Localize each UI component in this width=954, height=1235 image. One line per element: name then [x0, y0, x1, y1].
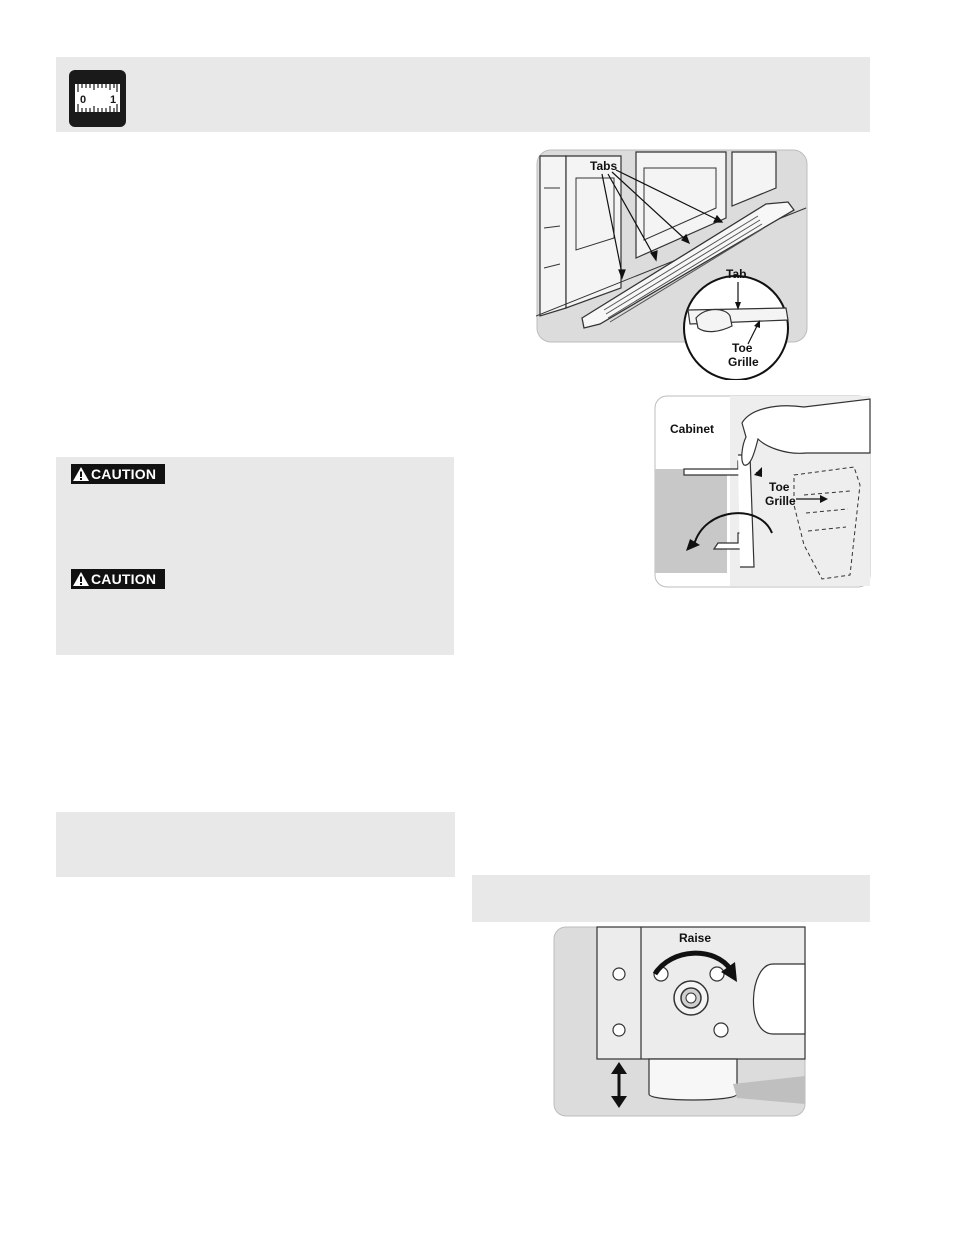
note-box — [472, 875, 870, 922]
warning-triangle-icon — [71, 569, 91, 589]
leveling-figure — [553, 926, 806, 1117]
toe-grille-removal-figure — [536, 148, 808, 380]
toe-grille-cabinet-figure — [654, 395, 871, 588]
section-header-band — [56, 57, 870, 132]
label-toe: Toe — [732, 341, 753, 355]
label-grille: Grille — [728, 355, 759, 369]
ruler-label-zero: 0 — [80, 94, 87, 106]
label-tabs: Tabs — [590, 159, 618, 173]
label-raise: Raise — [679, 931, 712, 945]
caution-label: CAUTION — [91, 466, 157, 482]
caution-badge — [71, 464, 165, 484]
warning-triangle-icon — [71, 464, 91, 484]
caution-label: CAUTION — [91, 571, 157, 587]
caution-box — [56, 457, 454, 655]
ruler-label-one: 1 — [110, 94, 117, 106]
label-tab: Tab — [726, 267, 747, 281]
note-box — [56, 812, 455, 877]
label-grille: Grille — [765, 494, 796, 508]
label-cabinet: Cabinet — [670, 422, 715, 436]
caution-badge — [71, 569, 165, 589]
ruler-icon — [69, 70, 126, 127]
label-toe: Toe — [769, 480, 790, 494]
